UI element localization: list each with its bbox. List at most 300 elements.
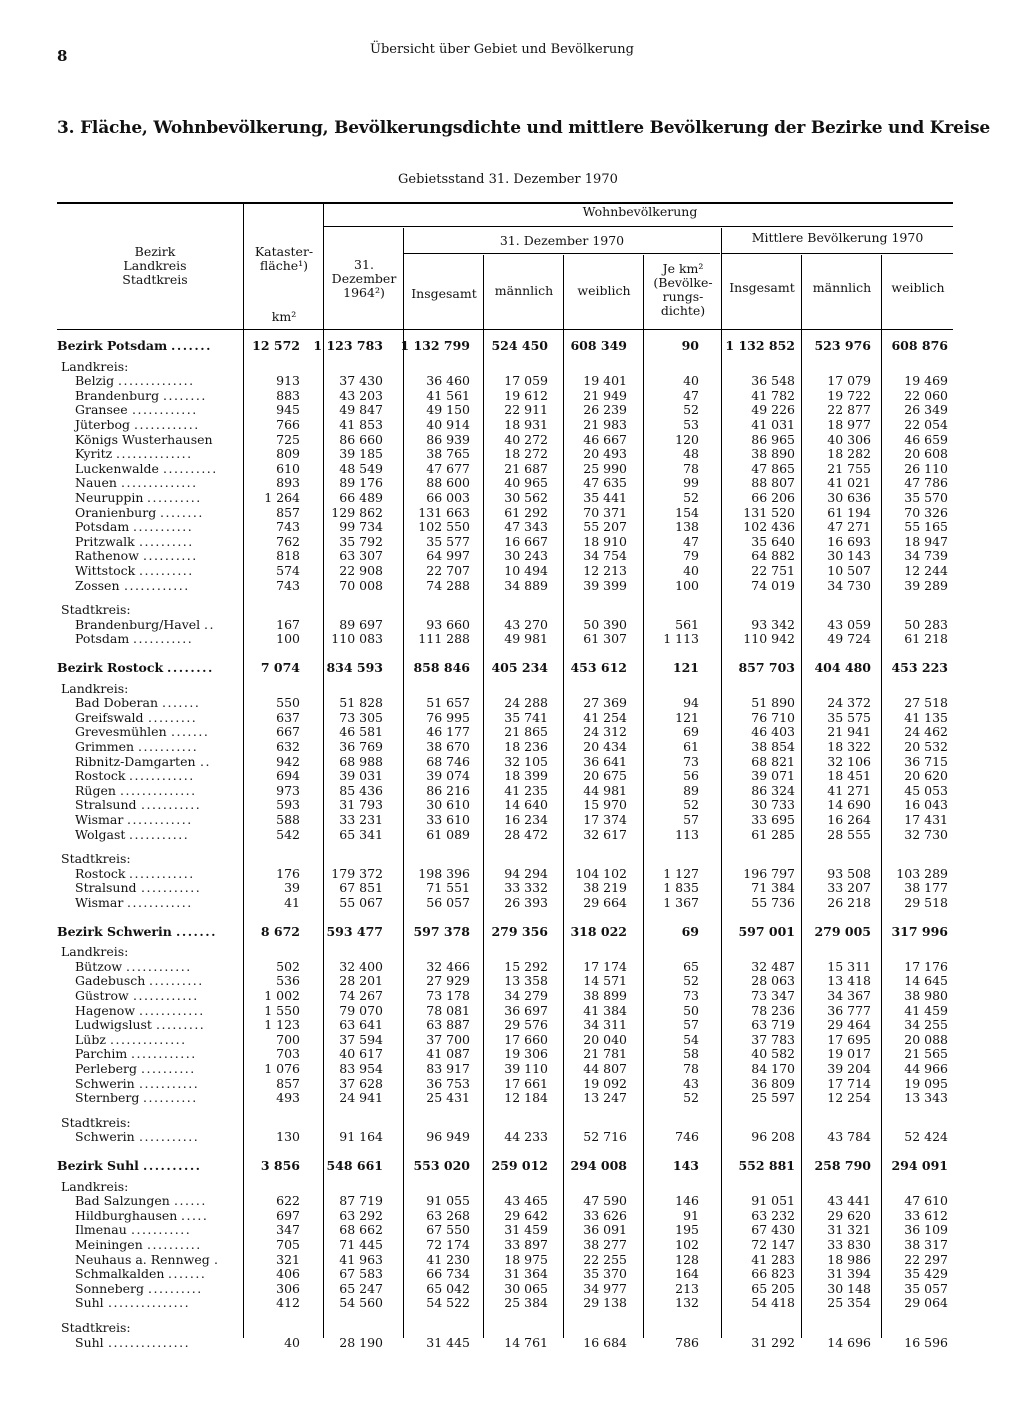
row-name: Neuruppin [75, 490, 144, 505]
cell-value: 93 342 [751, 617, 795, 632]
leader-dots: .......... [141, 1061, 196, 1076]
cell-value: 945 [276, 402, 300, 417]
leader-dots: ............ [127, 812, 193, 827]
row-name: Landkreis: [61, 359, 129, 374]
table-row [57, 579, 957, 593]
table-row [57, 1091, 957, 1105]
leader-dots: .......... [147, 490, 202, 505]
cell-value: 22 751 [751, 563, 795, 578]
cell-value: 83 917 [426, 1061, 470, 1076]
cell-value: 15 292 [504, 959, 548, 974]
cell-value: 34 739 [904, 548, 948, 563]
cell-value: 100 [675, 578, 699, 593]
cell-value: 36 769 [339, 739, 383, 754]
leader-dots: .............. [120, 783, 197, 798]
cell-value: 63 292 [339, 1208, 383, 1223]
cell-value: 36 697 [504, 1003, 548, 1018]
cell-value: 16 043 [904, 797, 948, 812]
cell-value: 18 910 [583, 534, 627, 549]
cell-value: 34 255 [904, 1017, 948, 1032]
cell-value: 41 230 [426, 1252, 470, 1267]
cell-value: 91 164 [339, 1129, 383, 1144]
cell-value: 12 572 [252, 338, 300, 353]
leader-dots: ........... [139, 1076, 200, 1091]
cell-value: 30 636 [827, 490, 871, 505]
table-row [57, 1209, 957, 1223]
cell-value: 412 [276, 1295, 300, 1310]
leader-dots: ............ [132, 402, 198, 417]
cell-value: 33 695 [751, 812, 795, 827]
cell-value: 76 995 [426, 710, 470, 725]
cell-value: 574 [276, 563, 300, 578]
cell-value: 29 064 [904, 1295, 948, 1310]
cell-value: 104 102 [575, 866, 627, 881]
cell-value: 20 675 [583, 768, 627, 783]
section-label [57, 945, 957, 959]
cell-value: 41 135 [904, 710, 948, 725]
cell-value: 78 236 [751, 1003, 795, 1018]
cell-value: 34 730 [827, 578, 871, 593]
cell-value: 63 268 [426, 1208, 470, 1223]
cell-value: 36 641 [583, 754, 627, 769]
cell-value: 550 [276, 695, 300, 710]
leader-dots: ....... [176, 924, 217, 939]
row-name: Potsdam [75, 631, 130, 646]
row-name: Gransee [75, 402, 128, 417]
cell-value: 37 594 [339, 1032, 383, 1047]
cell-value: 66 206 [751, 490, 795, 505]
row-name: Parchim [75, 1046, 128, 1061]
cell-value: 71 551 [426, 880, 470, 895]
leader-dots: .. [200, 754, 211, 769]
cell-value: 279 005 [814, 924, 871, 939]
cell-value: 51 657 [426, 695, 470, 710]
row-name: Perleberg [75, 1061, 137, 1076]
cell-value: 86 939 [426, 432, 470, 447]
cell-value: 38 670 [426, 739, 470, 754]
cell-value: 41 254 [583, 710, 627, 725]
cell-value: 25 597 [751, 1090, 795, 1105]
header-dichte-1: Je km² [662, 261, 704, 276]
cell-value: 19 095 [904, 1076, 948, 1091]
cell-value: 29 664 [583, 895, 627, 910]
cell-value: 17 431 [904, 812, 948, 827]
cell-value: 74 267 [339, 988, 383, 1003]
cell-value: 35 792 [339, 534, 383, 549]
leader-dots: ............ [139, 1003, 205, 1018]
cell-value: 26 110 [904, 461, 948, 476]
cell-value: 22 877 [827, 402, 871, 417]
leader-dots: ......... [156, 1017, 206, 1032]
bezirk-row [57, 339, 957, 353]
cell-value: 27 369 [583, 695, 627, 710]
cell-value: 33 897 [504, 1237, 548, 1252]
cell-value: 44 233 [504, 1129, 548, 1144]
leader-dots: .......... [143, 1090, 198, 1105]
cell-value: 15 311 [827, 959, 871, 974]
cell-value: 453 612 [570, 660, 627, 675]
cell-value: 20 493 [583, 446, 627, 461]
cell-value: 16 264 [827, 812, 871, 827]
table-row [57, 828, 957, 842]
leader-dots: .......... [139, 534, 194, 549]
cell-value: 93 660 [426, 617, 470, 632]
leader-dots: .......... [147, 1237, 202, 1252]
cell-value: 52 [683, 797, 699, 812]
cell-value: 65 247 [339, 1281, 383, 1296]
cell-value: 61 292 [504, 505, 548, 520]
cell-value: 16 684 [583, 1335, 627, 1350]
cell-value: 40 [284, 1335, 300, 1350]
cell-value: 129 862 [331, 505, 383, 520]
cell-value: 61 194 [827, 505, 871, 520]
cell-value: 213 [675, 1281, 699, 1296]
table-row [57, 535, 957, 549]
cell-value: 14 696 [827, 1335, 871, 1350]
cell-value: 52 [683, 973, 699, 988]
cell-value: 47 271 [827, 519, 871, 534]
cell-value: 41 087 [426, 1046, 470, 1061]
cell-value: 597 378 [413, 924, 470, 939]
cell-value: 8 672 [260, 924, 300, 939]
cell-value: 405 234 [491, 660, 548, 675]
cell-value: 38 980 [904, 988, 948, 1003]
cell-value: 51 890 [751, 695, 795, 710]
table-row [57, 374, 957, 388]
cell-value: 21 565 [904, 1046, 948, 1061]
cell-value: 51 828 [339, 695, 383, 710]
leader-dots: ........ [163, 388, 207, 403]
leader-dots: .......... [163, 461, 218, 476]
table-row [57, 1077, 957, 1091]
row-name: Stadtkreis: [61, 851, 131, 866]
header-wohnbevoelkerung: Wohnbevölkerung [582, 204, 698, 219]
header-mittel-maennlich: männlich [812, 280, 872, 295]
cell-value: 32 730 [904, 827, 948, 842]
cell-value: 30 562 [504, 490, 548, 505]
row-name: Neuhaus a. Rennweg [75, 1252, 210, 1267]
leader-dots: ....... [162, 695, 201, 710]
cell-value: 39 [284, 880, 300, 895]
cell-value: 40 617 [339, 1046, 383, 1061]
cell-value: 19 612 [504, 388, 548, 403]
cell-value: 743 [276, 578, 300, 593]
cell-value: 87 719 [339, 1193, 383, 1208]
row-name: Hagenow [75, 1003, 136, 1018]
row-name: Wittstock [75, 563, 136, 578]
section-label [57, 360, 957, 374]
cell-value: 146 [675, 1193, 699, 1208]
cell-value: 47 [683, 388, 699, 403]
cell-value: 52 [683, 1090, 699, 1105]
table-row [57, 433, 957, 447]
cell-value: 24 372 [827, 695, 871, 710]
cell-value: 70 371 [583, 505, 627, 520]
cell-value: 96 208 [751, 1129, 795, 1144]
leader-dots: ........... [139, 1129, 200, 1144]
cell-value: 593 [276, 797, 300, 812]
cell-value: 69 [681, 924, 699, 939]
cell-value: 67 851 [339, 880, 383, 895]
cell-value: 86 965 [751, 432, 795, 447]
cell-value: 88 807 [751, 475, 795, 490]
cell-value: 561 [675, 617, 699, 632]
cell-value: 43 465 [504, 1193, 548, 1208]
cell-value: 102 [675, 1237, 699, 1252]
cell-value: 94 294 [504, 866, 548, 881]
cell-value: 18 322 [827, 739, 871, 754]
cell-value: 40 965 [504, 475, 548, 490]
cell-value: 143 [672, 1158, 699, 1173]
cell-value: 30 148 [827, 1281, 871, 1296]
cell-value: 48 [683, 446, 699, 461]
cell-value: 84 170 [751, 1061, 795, 1076]
cell-value: 30 243 [504, 548, 548, 563]
table-row [57, 462, 957, 476]
cell-value: 22 707 [426, 563, 470, 578]
cell-value: 404 480 [814, 660, 871, 675]
cell-value: 15 970 [583, 797, 627, 812]
cell-value: 43 441 [827, 1193, 871, 1208]
table-row [57, 1130, 957, 1144]
table-subtitle: Gebietsstand 31. Dezember 1970 [398, 172, 618, 187]
cell-value: 40 272 [504, 432, 548, 447]
cell-value: 73 305 [339, 710, 383, 725]
cell-value: 26 349 [904, 402, 948, 417]
header-dez1964-3: 1964²) [343, 285, 385, 300]
cell-value: 46 581 [339, 724, 383, 739]
header-bottom-rule [57, 329, 953, 330]
cell-value: 16 693 [827, 534, 871, 549]
cell-value: 942 [276, 754, 300, 769]
cell-value: 818 [276, 548, 300, 563]
row-name: Grimmen [75, 739, 135, 754]
cell-value: 34 977 [583, 1281, 627, 1296]
cell-value: 34 279 [504, 988, 548, 1003]
cell-value: 1 367 [663, 895, 699, 910]
leader-dots: .......... [148, 1281, 203, 1296]
table-row [57, 632, 957, 646]
cell-value: 54 [683, 1032, 699, 1047]
cell-value: 35 570 [904, 490, 948, 505]
cell-value: 294 008 [570, 1158, 627, 1173]
table-row [57, 476, 957, 490]
cell-value: 39 110 [504, 1061, 548, 1076]
cell-value: 50 [683, 1003, 699, 1018]
row-name: Stadtkreis: [61, 1115, 131, 1130]
table-row [57, 711, 957, 725]
cell-value: 19 469 [904, 373, 948, 388]
row-name: Sternberg [75, 1090, 140, 1105]
row-name: Bützow [75, 959, 123, 974]
cell-value: 43 [683, 1076, 699, 1091]
cell-value: 20 608 [904, 446, 948, 461]
cell-value: 79 070 [339, 1003, 383, 1018]
cell-value: 49 226 [751, 402, 795, 417]
table-row [57, 1253, 957, 1267]
cell-value: 39 071 [751, 768, 795, 783]
cell-value: 306 [276, 1281, 300, 1296]
cell-value: 32 106 [827, 754, 871, 769]
header-rule-wohnbev [323, 226, 953, 227]
cell-value: 65 [683, 959, 699, 974]
cell-value: 29 138 [583, 1295, 627, 1310]
cell-value: 41 021 [827, 475, 871, 490]
table-row [57, 1223, 957, 1237]
cell-value: 52 424 [904, 1129, 948, 1144]
cell-value: 67 550 [426, 1222, 470, 1237]
cell-value: 14 640 [504, 797, 548, 812]
cell-value: 22 911 [504, 402, 548, 417]
cell-value: 36 809 [751, 1076, 795, 1091]
cell-value: 99 [683, 475, 699, 490]
header-mittlere: Mittlere Bevölkerung 1970 [751, 230, 924, 245]
cell-value: 19 401 [583, 373, 627, 388]
cell-value: 54 560 [339, 1295, 383, 1310]
cell-value: 76 710 [751, 710, 795, 725]
cell-value: 21 755 [827, 461, 871, 476]
row-name: Bezirk Potsdam [57, 338, 168, 353]
cell-value: 49 981 [504, 631, 548, 646]
table-row [57, 1336, 957, 1350]
row-name: Schwerin [75, 1076, 135, 1091]
row-name: Landkreis: [61, 944, 129, 959]
cell-value: 41 963 [339, 1252, 383, 1267]
cell-value: 41 271 [827, 783, 871, 798]
cell-value: 38 277 [583, 1237, 627, 1252]
cell-value: 1 123 783 [313, 338, 383, 353]
leader-dots: ............ [129, 866, 195, 881]
cell-value: 34 889 [504, 578, 548, 593]
cell-value: 16 234 [504, 812, 548, 827]
cell-value: 893 [276, 475, 300, 490]
cell-value: 883 [276, 388, 300, 403]
cell-value: 22 255 [583, 1252, 627, 1267]
bezirk-row [57, 661, 957, 675]
cell-value: 43 784 [827, 1129, 871, 1144]
cell-value: 41 031 [751, 417, 795, 432]
cell-value: 1 127 [663, 866, 699, 881]
cell-value: 17 660 [504, 1032, 548, 1047]
cell-value: 68 821 [751, 754, 795, 769]
cell-value: 70 008 [339, 578, 383, 593]
cell-value: 34 754 [583, 548, 627, 563]
cell-value: 69 [683, 724, 699, 739]
table-row [57, 564, 957, 578]
cell-value: 18 977 [827, 417, 871, 432]
section-label [57, 682, 957, 696]
cell-value: 71 445 [339, 1237, 383, 1252]
cell-value: 18 282 [827, 446, 871, 461]
header-dichte-3: rungs- [662, 289, 704, 304]
cell-value: 38 765 [426, 446, 470, 461]
cell-value: 47 [683, 534, 699, 549]
cell-value: 38 899 [583, 988, 627, 1003]
cell-value: 29 464 [827, 1017, 871, 1032]
cell-value: 19 306 [504, 1046, 548, 1061]
cell-value: 49 724 [827, 631, 871, 646]
header-mittel-insgesamt: Insgesamt [729, 280, 795, 295]
cell-value: 18 931 [504, 417, 548, 432]
cell-value: 96 949 [426, 1129, 470, 1144]
cell-value: 347 [276, 1222, 300, 1237]
cell-value: 857 [276, 505, 300, 520]
cell-value: 25 384 [504, 1295, 548, 1310]
cell-value: 17 695 [827, 1032, 871, 1047]
table-row [57, 403, 957, 417]
cell-value: 17 174 [583, 959, 627, 974]
cell-value: 28 190 [339, 1335, 383, 1350]
header-maennlich: männlich [494, 283, 554, 298]
header-rule-mittlere [722, 253, 953, 254]
row-name: Sonneberg [75, 1281, 144, 1296]
cell-value: 41 235 [504, 783, 548, 798]
cell-value: 176 [276, 866, 300, 881]
cell-value: 31 292 [751, 1335, 795, 1350]
cell-value: 24 941 [339, 1090, 383, 1105]
cell-value: 52 716 [583, 1129, 627, 1144]
cell-value: 27 518 [904, 695, 948, 710]
cell-value: 14 761 [504, 1335, 548, 1350]
cell-value: 1 002 [264, 988, 300, 1003]
cell-value: 35 741 [504, 710, 548, 725]
cell-value: 10 507 [827, 563, 871, 578]
row-name: Stadtkreis: [61, 1320, 131, 1335]
cell-value: 279 356 [491, 924, 548, 939]
leader-dots: ............ [134, 417, 200, 432]
table-row [57, 1194, 957, 1208]
cell-value: 64 882 [751, 548, 795, 563]
cell-value: 29 518 [904, 895, 948, 910]
cell-value: 37 783 [751, 1032, 795, 1047]
leader-dots: ............ [131, 1046, 197, 1061]
leader-dots: .......... [143, 548, 198, 563]
leader-dots: ........... [141, 880, 202, 895]
leader-dots: .............. [121, 475, 198, 490]
cell-value: 36 109 [904, 1222, 948, 1237]
row-name: Königs Wusterhausen [75, 432, 213, 447]
cell-value: 523 976 [814, 338, 871, 353]
cell-value: 28 555 [827, 827, 871, 842]
row-name: Landkreis: [61, 681, 129, 696]
cell-value: 41 283 [751, 1252, 795, 1267]
cell-value: 31 793 [339, 797, 383, 812]
cell-value: 19 722 [827, 388, 871, 403]
cell-value: 406 [276, 1266, 300, 1281]
cell-value: 58 [683, 1046, 699, 1061]
cell-value: 47 635 [583, 475, 627, 490]
cell-value: 14 571 [583, 973, 627, 988]
cell-value: 17 661 [504, 1076, 548, 1091]
cell-value: 25 990 [583, 461, 627, 476]
cell-value: 1 113 [663, 631, 699, 646]
page-number: 8 [57, 47, 68, 65]
cell-value: 18 236 [504, 739, 548, 754]
cell-value: 834 593 [326, 660, 383, 675]
cell-value: 70 326 [904, 505, 948, 520]
cell-value: 36 091 [583, 1222, 627, 1237]
cell-value: 318 022 [570, 924, 627, 939]
cell-value: 19 017 [827, 1046, 871, 1061]
cell-value: 103 289 [896, 866, 948, 881]
cell-value: 47 677 [426, 461, 470, 476]
cell-value: 20 088 [904, 1032, 948, 1047]
cell-value: 49 847 [339, 402, 383, 417]
cell-value: 198 396 [418, 866, 470, 881]
cell-value: 102 550 [418, 519, 470, 534]
cell-value: 18 399 [504, 768, 548, 783]
row-name: Brandenburg [75, 388, 160, 403]
